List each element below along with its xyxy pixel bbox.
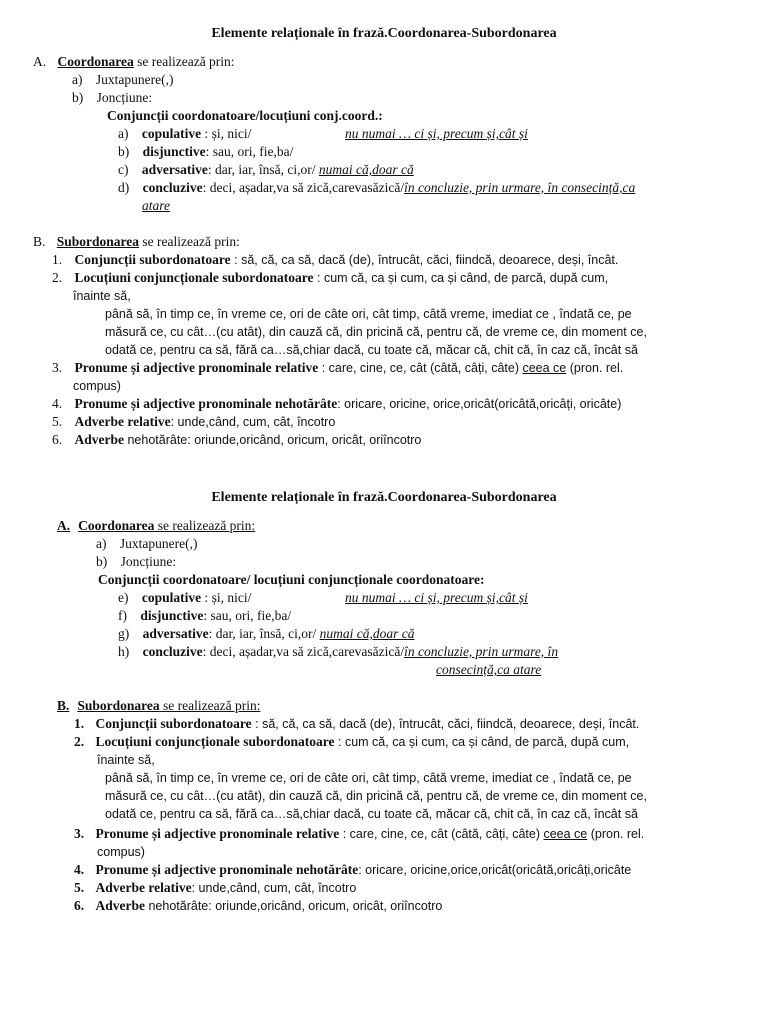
item-number: 4.	[74, 862, 85, 877]
item-term: disjunctive	[140, 608, 204, 623]
list-item	[118, 143, 293, 161]
item-term: Pronume și adjective pronominale nehotărâte	[95, 862, 359, 877]
item-number: 6.	[74, 898, 85, 913]
conj-heading: Conjuncții coordonatoare/locuțiuni conj.coord.:	[107, 108, 383, 123]
text-line: până să, în timp ce, în vreme ce, ori de câte ori, cât timp, câtă vreme, imediat ce , îndată ce, pe	[105, 771, 632, 785]
item-number: 2.	[52, 270, 63, 285]
loc-text: atare	[142, 198, 170, 213]
loc-text: în concluzie, prin urmare, în consecință,ca	[404, 180, 636, 195]
item-number: 5.	[52, 414, 63, 429]
list-item	[52, 251, 618, 269]
item-term: Locuțiuni conjuncționale subordonatoare	[95, 734, 335, 749]
list-item	[74, 879, 356, 897]
list-item	[74, 897, 442, 915]
list-item	[118, 625, 415, 643]
heading-term: Subordonarea	[77, 698, 160, 713]
item-number: 4.	[52, 396, 63, 411]
item-text: : dar, iar, însă, ci,or/	[208, 626, 320, 641]
item-term: Pronume și adjective pronominale relative	[95, 826, 340, 841]
item-text: : și, nici/	[201, 126, 252, 141]
item-marker: c)	[118, 162, 129, 177]
item-marker: A.	[33, 54, 47, 69]
item-number: 3.	[74, 826, 85, 841]
list-item	[96, 535, 197, 553]
item-text: : cum că, ca și cum, ca și când, de parcă, după cum,	[313, 271, 609, 285]
loc-text: numai că,doar că	[319, 626, 415, 641]
item-marker: g)	[118, 626, 130, 641]
item-text: : și, nici/	[201, 590, 252, 605]
list-item	[118, 643, 558, 661]
heading-term: Subordonarea	[56, 234, 140, 249]
heading-term: Coordonarea	[57, 54, 134, 69]
section-1-title: Elemente relaționale în frază.Coordonarea-Subordonarea	[211, 26, 557, 41]
text-line: înainte să,	[97, 753, 155, 767]
list-item	[118, 161, 414, 179]
item-text: Juxtapunere(,)	[119, 536, 198, 551]
section-2-title: Elemente relaționale în frază.Coordonarea-Subordonarea	[211, 490, 557, 505]
item-term: Pronume și adjective pronominale relative	[74, 360, 319, 375]
item-marker: d)	[118, 180, 130, 195]
conj-heading: Conjuncții coordonatoare/ locuțiuni conjuncționale coordonatoare:	[98, 572, 485, 587]
item-marker: b)	[72, 90, 84, 105]
list-item	[52, 413, 335, 431]
text-line: măsură ce, cu cât…(cu atât), din cauză că, din pricină că, pentru că, de vreme ce, din moment ce,	[105, 325, 647, 339]
list-item	[118, 589, 251, 607]
item-term: Conjuncții subordonatoare	[74, 252, 231, 267]
subordonarea-heading	[57, 697, 260, 715]
text-line: compus)	[97, 845, 145, 859]
item-marker: e)	[118, 590, 129, 605]
item-text: : să, că, ca să, dacă (de), întrucât, căci, fiindcă, deoarece, deși, încât.	[230, 253, 619, 267]
list-item	[96, 553, 176, 571]
item-text: : sau, ori, fie,ba/	[203, 608, 292, 623]
heading-rest: se realizează prin:	[139, 234, 240, 249]
item-text: : cum că, ca și cum, ca și când, de parcă, după cum,	[334, 735, 630, 749]
item-text: : care, cine, ce, cât (câtă, câți, câte)	[339, 827, 544, 841]
heading-term: Coordonarea	[78, 518, 155, 533]
list-item	[52, 359, 623, 377]
item-marker: f)	[118, 608, 127, 623]
item-term: Pronume și adjective pronominale nehotărâte	[74, 396, 338, 411]
list-item	[118, 179, 635, 197]
loc-text: consecință,ca atare	[436, 662, 542, 677]
item-term: Adverbe	[74, 432, 124, 447]
item-text: : deci, așadar,va să zică,carevasăzică/	[202, 644, 405, 659]
list-item	[74, 733, 629, 751]
item-term: Adverbe relative	[74, 414, 171, 429]
text-line: odată ce, pentru ca să, fără ca…să,chiar dacă, cu toate că, măcar că, chit că, în caz că, încât să	[105, 807, 638, 821]
subordonarea-heading	[33, 233, 240, 251]
item-text: : dar, iar, însă, ci,or/	[207, 162, 319, 177]
item-text: : să, că, ca să, dacă (de), întrucât, căci, fiindcă, deoarece, deși, încât.	[251, 717, 640, 731]
list-item	[74, 825, 644, 843]
list-item	[72, 89, 152, 107]
list-item	[52, 269, 608, 287]
item-marker: A.	[57, 518, 71, 533]
item-text: Joncțiune:	[96, 90, 153, 105]
loc-text: numai că,doar că	[318, 162, 414, 177]
item-term: disjunctive	[142, 144, 206, 159]
heading-rest: se realizează prin:	[133, 54, 235, 69]
item-number: 5.	[74, 880, 85, 895]
item-text: : deci, așadar,va să zică,carevasăzică/	[202, 180, 405, 195]
item-marker: b)	[118, 144, 130, 159]
item-marker: h)	[118, 644, 130, 659]
text-line: măsură ce, cu cât…(cu atât), din cauză că, din pricină că, pentru că, de vreme ce, din moment ce,	[105, 789, 647, 803]
item-text: Juxtapunere(,)	[95, 72, 174, 87]
item-marker: a)	[72, 72, 83, 87]
item-term: copulative	[141, 590, 202, 605]
item-term: copulative	[141, 126, 202, 141]
item-number: 6.	[52, 432, 63, 447]
item-text: : oricare, oricine, orice,oricât(oricâtă,oricâți, oricâte)	[337, 397, 622, 411]
heading-rest: se realizează prin:	[159, 698, 261, 713]
item-number: 3.	[52, 360, 63, 375]
text-line: înainte să,	[73, 289, 131, 303]
list-item	[74, 715, 639, 733]
item-text: nehotărâte: oriunde,oricând, oricum, oricât, oriîncotro	[145, 899, 443, 913]
item-marker: b)	[96, 554, 108, 569]
item-marker: a)	[118, 126, 129, 141]
text-line: odată ce, pentru ca să, fără ca…să,chiar dacă, cu toate că, măcar că, chit că, în caz că, încât să	[105, 343, 638, 357]
item-number: 1.	[74, 716, 85, 731]
item-term: Locuțiuni conjuncționale subordonatoare	[74, 270, 314, 285]
item-text: : unde,când, cum, cât, încotro	[170, 415, 336, 429]
text-line: compus)	[73, 379, 121, 393]
item-text: : sau, ori, fie,ba/	[205, 144, 294, 159]
item-term: concluzive	[142, 180, 203, 195]
item-text: (pron. rel.	[566, 361, 624, 375]
item-number: 2.	[74, 734, 85, 749]
heading-rest: se realizează prin:	[154, 518, 256, 533]
list-item	[72, 71, 173, 89]
list-item	[74, 861, 631, 879]
coordonarea-heading	[57, 517, 255, 535]
list-item	[118, 125, 251, 143]
text-line: până să, în timp ce, în vreme ce, ori de câte ori, cât timp, câtă vreme, imediat ce , îndată ce, pe	[105, 307, 632, 321]
item-text: : care, cine, ce, cât (câtă, câți, câte)	[318, 361, 523, 375]
item-marker: B.	[33, 234, 46, 249]
item-text: : unde,când, cum, cât, încotro	[191, 881, 357, 895]
item-marker: a)	[96, 536, 107, 551]
item-term: adversative	[142, 626, 209, 641]
coordonarea-heading	[33, 53, 235, 71]
underlined-text: ceea ce	[522, 361, 567, 375]
item-text: Joncțiune:	[120, 554, 177, 569]
item-term: Adverbe relative	[95, 880, 192, 895]
item-text: nehotărâte: oriunde,oricând, oricum, oricât, oriîncotro	[124, 433, 422, 447]
item-number: 1.	[52, 252, 63, 267]
list-item	[52, 431, 421, 449]
underlined-text: ceea ce	[543, 827, 588, 841]
list-item	[118, 607, 291, 625]
item-term: Adverbe	[95, 898, 145, 913]
loc-text: nu numai … ci și, precum și,cât și	[345, 590, 528, 605]
item-term: concluzive	[142, 644, 203, 659]
item-term: adversative	[141, 162, 208, 177]
item-text: (pron. rel.	[587, 827, 645, 841]
list-item	[52, 395, 621, 413]
item-term: Conjuncții subordonatoare	[95, 716, 252, 731]
item-text: : oricare, oricine,orice,oricât(oricâtă,oricâți,oricâte	[358, 863, 632, 877]
item-marker: B.	[57, 698, 70, 713]
loc-text: în concluzie, prin urmare, în	[404, 644, 559, 659]
loc-text: nu numai … ci și, precum și,cât și	[345, 126, 528, 141]
